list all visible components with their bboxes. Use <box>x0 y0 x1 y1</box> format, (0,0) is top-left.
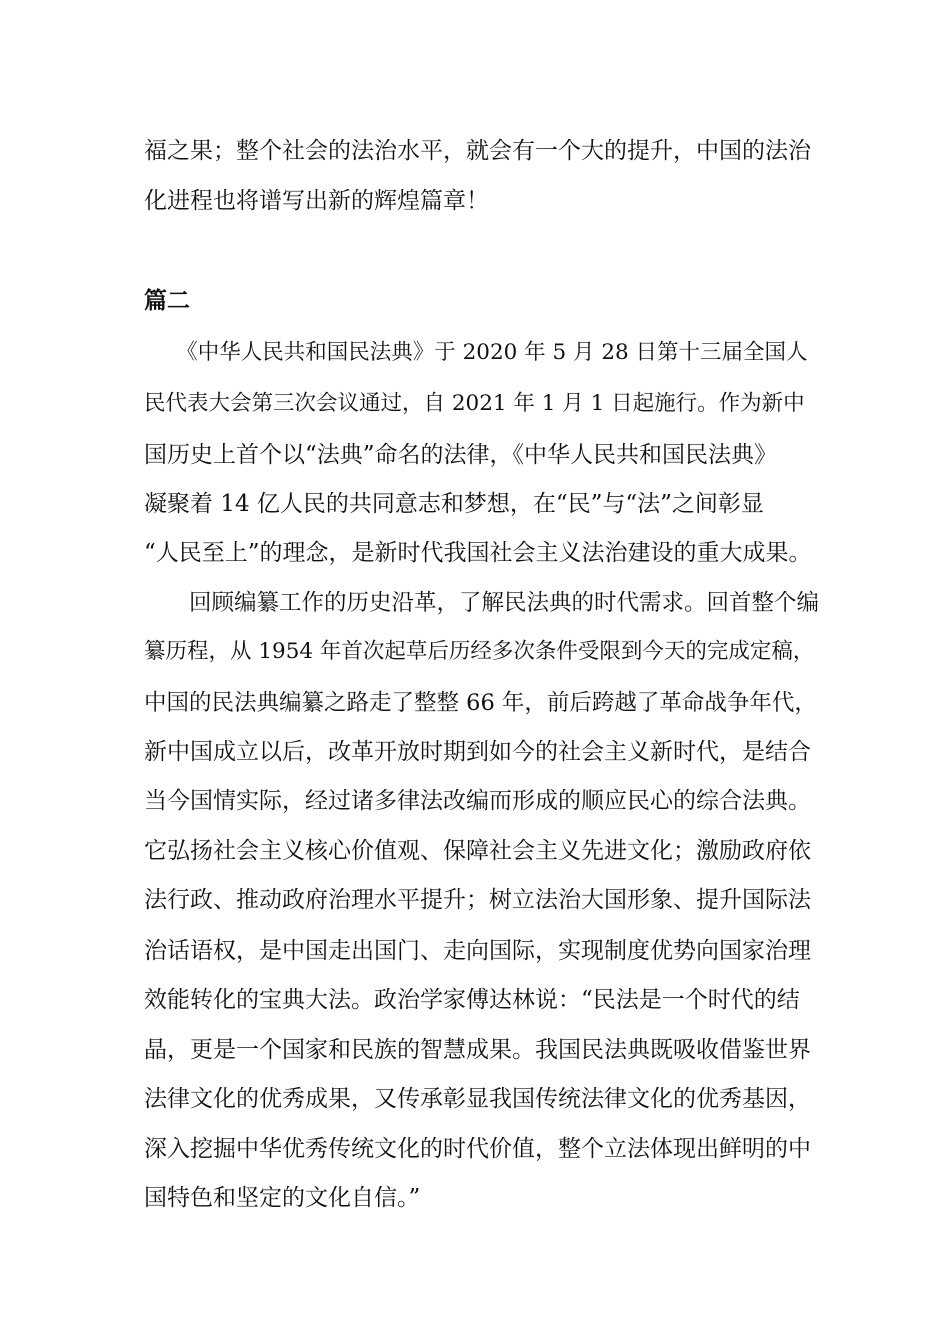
text-line: 新中国成立以后，改革开放时期到如今的社会主义新时代，是结合 <box>144 739 811 765</box>
text-line: 法行政、推动政府治理水平提升；树立法治大国形象、提升国际法 <box>144 887 811 913</box>
text-line: 凝聚着 14 亿人民的共同意志和梦想，在“民”与“法”之间彰显 <box>144 491 764 517</box>
text-line: 当今国情实际，经过诸多律法改编而形成的顺应民心的综合法典。 <box>144 788 811 814</box>
text-line: 法律文化的优秀成果，又传承彰显我国传统法律文化的优秀基因， <box>144 1086 811 1112</box>
text-line: 福之果；整个社会的法治水平，就会有一个大的提升，中国的法治 <box>144 138 811 164</box>
text-line: 国特色和坚定的文化自信。” <box>144 1185 421 1211</box>
section-heading: 篇二 <box>144 288 190 314</box>
text-line: 效能转化的宝典大法。政治学家傅达林说：“民法是一个时代的结 <box>144 987 800 1013</box>
text-line: 化进程也将谱写出新的辉煌篇章！ <box>144 188 489 214</box>
text-line: 纂历程，从 1954 年首次起草后历经多次条件受限到今天的完成定稿， <box>144 639 815 664</box>
text-line: 中国的民法典编纂之路走了整整 66 年，前后跨越了革命战争年代， <box>144 690 817 716</box>
text-line: 深入挖掘中华优秀传统文化的时代价值，整个立法体现出鲜明的中 <box>144 1136 811 1162</box>
text-line: 治话语权，是中国走出国门、走向国际，实现制度优势向国家治理 <box>144 938 811 964</box>
text-line: 民代表大会第三次会议通过，自 2021 年 1 月 1 日起施行。作为新中 <box>144 391 805 416</box>
text-line: 回顾编纂工作的历史沿革，了解民法典的时代需求。回首整个编 <box>144 590 820 616</box>
text-line: 晶，更是一个国家和民族的智慧成果。我国民法典既吸收借鉴世界 <box>144 1037 811 1063</box>
text-line: 国历史上首个以“法典”命名的法律，《中华人民共和国民法典》 <box>144 442 778 468</box>
text-line: 《中华人民共和国民法典》于 2020 年 5 月 28 日第十三届全国人 <box>144 340 808 365</box>
text-line: 它弘扬社会主义核心价值观、保障社会主义先进文化；激励政府依 <box>144 838 811 864</box>
text-line: “人民至上”的理念，是新时代我国社会主义法治建设的重大成果。 <box>144 540 812 566</box>
